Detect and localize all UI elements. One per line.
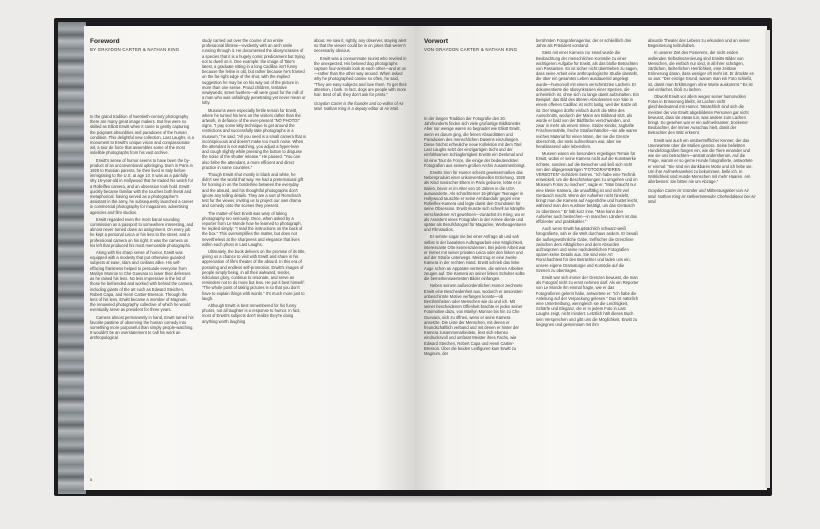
photo-edge-strip — [58, 22, 86, 494]
paragraph: Obwohl Erwitt vor allem wegen seiner humorvollen Fotos in Erinnerung bleibt, ist Lachen nicht gleichbedeutend mit Humor. Tatsächlich sind sich die meisten der von Erwitt abgebildeten Personen gar nicht bewusst, dass sie etwas tun, was andere zum Lachen bringt. So gesehen war er ein aufmerksamer, trockener Beobachter, der immer Ausschau hielt, damit der Betrachter den Witz erkennt. — [648, 94, 749, 136]
right-column-1 — [424, 116, 527, 358]
paragraph: Although Erwitt is best remembered for his funny photos, not all laughter is a response to humor. In fact, most of Erwitt's subjects don't realize they're doing anything worth laughing — [202, 302, 301, 324]
page-number: 8 — [90, 477, 93, 482]
paragraph: Museen waren ein besonders ergiebiges Terrain für Erwitt, wobei er seine Kamera nicht auf die Kunstwerke richtete, sondern auf die Besucher und ließ sich nicht von den allgegenwärtigen "FOTOGRAFIEREN VERBOTEN"-Schildern beirren. "Ich habe eine Technik entwickelt, um die Beschränkungen zu umgehen und im Museum Fotos zu machen", sagte er. "Man braucht nur eine kleine Kamera, die unauffällig ist und nicht viel Geräusch macht. Wenn der Aufseher nicht hinsieht, bringt man die Kamera auf Augenhöhe und hustet leicht, während man den Auslöser betätigt, um das Geräusch zu übertönen." Er hält kurz inne. "Man kann den Aufseher auch bestechen—in manchen Ländern ist das effizienter und praktikabler." — [536, 151, 639, 224]
left-page-title: Foreword — [90, 38, 120, 45]
paragraph: Camera almost permanently in hand, Erwitt turned his favorite pastime of observing the human comedy into something more purposeful than simply people-watching. It wouldn't be an overstatement to call his work an anthropological — [90, 314, 194, 341]
paragraph: study carried out over the course of an entire professional lifetime—evidently with an arch smile running through it. He documented the idiosyncrasies of a species that it is a hugely comic predicament but trying not to dwell on it. One example: the image of Tate's latest, a graduate sitting in a long Cadillac isn't funny because the feline is old, but rather because he's framed on the far-right edge of the shot, with the implied suggestion he may be on his way out of the picture in more than one sense. Proud children, tentative newlyweds, street hustlers—all were good for the mill of a man who was unfailingly penetrating yet never mean or lofty. — [202, 38, 306, 106]
paragraph: Auch wenn Erwitt hauptsächlich schwarz-weiß fotografierte, sah er die Welt durchaus anders. Er besaß die außergewöhnliche Gabe, treffsicher die Grenzlinie zwischen dem Alltäglichen und dem Absurden aufzuspüren und seine nachdenklichen Fotografien sparen keine Details aus. Sie sind eine Art Rorschachtest für den Betrachter und laden uns ein, unsere eigene Dramaturgie und Komödie auf die Szenen zu übertragen. — [536, 226, 638, 273]
paragraph: Erwitt's sense of humor seems to have been the by-product of an unconventional upbringing. Born in Paris in 1928 to Russian parents, he then lived in Italy before immigrating to the U.S. at age 10. It was as a painfully shy 16-year-old in Hollywood that he traded his watch for a Rolleiflex camera, and an obsession took hold. Erwitt quickly became familiar with the touches both literal and metaphorical: having served as a photographer's assistant in the army, he subsequently launched a career in commercial photography for magazines, advertising agencies and film studios. — [90, 157, 194, 215]
paragraph: In the grand tradition of twentieth-century photography there are many great image makers. But few were so skilled as Elliott Erwitt when it came to gently capturing the poignant absurdities and paradoxes of the human condition. This delightful new collection, Last Laughs, is a monument to Erwitt's unique vision and compassionate wit, a tour de force that assembles some of the most indelible photographs from his vast archive. — [90, 114, 194, 156]
right-page-byline: VON GRAYDON CARTER & NATHAN KING — [424, 47, 518, 52]
left-column-3 — [314, 38, 410, 114]
paragraph: Erwitt regarded even the most banal sounding commission as a passport to somewhere interesting, and almost never turned down an assignment. On every job he kept a personal Leica or his lens to the street, and a professional camera on his right. It was the camera on his left that produced his most memorable photographs. — [90, 216, 194, 248]
paragraph: Museums were especially fertile terrain for Erwitt, where he turned his lens on the visitors rather than the artwork, in defiance of the ever-present "NO PHOTO!" signs. "I pay some kitty technique to get around the restrictions and successfully take photographs in a museum," he said. "All you need is a small camera that is inconspicuous and doesn't make too much noise. When the attendant is not watching, you adjust a hyper-lean and cough slightly while pressing the button to disguise the noise of the shutter release." He paused. "You can also bribe the attendant, a more efficient and direct practice in some countries." — [202, 107, 306, 170]
right-column-3 — [648, 38, 756, 206]
paragraph: berühmten Fotografenagentur, der er schließlich drei Jahre als Präsident vorstand. — [536, 38, 632, 49]
paragraph: Ultimately, the book delivers on the promise of its title, giving us a chance to visit with Erwitt and share in his appreciation of life's theater of the absurd. In this era of posturing and endless self-promotion, Erwitt's images of people simply being, in all their awkward, tender, ridiculous glory, continue to resonate, and serve as reminders not to do more but less. He put it best himself: "The whole point of taking pictures is so that you don't have to explain things with words." It's much more just to laugh. — [202, 248, 306, 301]
author-note: Graydon Carter ist Gründer und Mitherausgeber von Air Mail. Nathan King ist stellvertretender Chefredakteur bei Air Mail. — [648, 188, 756, 204]
left-page-byline: BY GRAYDON CARTER & NATHAN KING — [90, 47, 180, 52]
paragraph: Though Erwitt shot mostly in black and white, he didn't see the world that way. He had a preternatural gift for homing in on the borderline between the everyday and the absurd, and his thoughtful photographs don't ignore any telling details. They are a sort of Rorschach test for the viewer, inviting us to project our own drama and comedy onto the scenes they present. — [202, 172, 304, 209]
paragraph: Stets mit einer Kamera zur Hand wurde die Beobachtung der menschlichen Komödie zu einer wichtigeren Aufgabe für Erwitt, als das bloße Betrachten von Passanten. Es ist sicher nicht übertrieben zu sagen, dass seine Arbeit eine anthropologische Studie darstellt, die über ein gesamtes Leben ausdauernd angelegt wurde—humorvoll mit einem verschmitzten Lächeln. Er dokumentierte die Idiosynkrasien einer Spezies, die unheimlich ist, ohne sich zu lange damit aufzuhalten. Ein Beispiel: das Bild des älteren Absolventen von Yale in einem offenen Cadillac ist nicht lustig, weil der Katze alt ist. Der Wagen dürfte einfach durch die Mitte des Ausschnitts, wodurch der Mann am Bildrand sitzt, als würde er bald von der Bildfläche verschwinden, und zwar in mehr als einem Sinne. Stolze Kinder, zaghafte Frischvermählte, freche Straßenhändler—sie alle waren reiches Material für einen Mann, der nie die Grenze überschritt, der stets aufmerksam war, aber nie herablassend oder lebensfern. — [536, 50, 639, 150]
paragraph: Erwitt war sich immer der Grenzen bewusst, die man als Fotograf nicht zu ernst nehmen darf. Als ein Reporter von Le Monde ihn einmal fragte, wie er das Fotografieren gelernt habe, antwortete er: "Ich habe die Anleitung auf der Verpackung gelesen." Das ist natürlich eine Untertreibung, wenngleich sie die Leichtigkeit, Schärfe und Eleganz, die er in jedem Foto in Last Laughs zeigt, nicht mindert. Letztlich hält dieses Buch sein Versprechen und gibt uns die Möglichkeit, Erwitt zu begegnen und gemeinsam mit ihm — [536, 274, 639, 327]
paragraph: The matter-of-fact Erwitt was wary of taking photography too seriously. Once, when asked by a reporter from Le Monde how he learned to photograph, he replied simply: "I read the instructions on the back of the box." This oversimplifies the matter, but does not nevertheless at the sharpness and elegance that lives within each photo in Last Laughs. — [202, 210, 303, 247]
page-edges — [765, 30, 770, 488]
paragraph: Erwitt was a consummate tourist who reveled in the unexpected. His beloved dog photographs capture four-animals look at each other—and at us—rather than the other way around. When asked why he photographed canine so often, he said, "They are easy subjects and love them. To get their attention, I bark. In fact, dogs are people with more hair. Best of all, they don't ask for prints." — [314, 55, 407, 98]
paragraph: Along with his sharp sense of humor, Erwitt was equipped with a modesty that put otherwise guarded subjects at ease, stars and civilians alike. His self-effacing frankness helped to persuade everyone from Marilyn Monroe to Che Guevara to lower their defenses as he raised his lens. No less impressive is the list of those he befriended and worked with behind the camera, including giants of the art such as Edward Steichen, Robert Capa, and Henri Cartier-Bresson. Through the lens of his lens, Erwitt became a member of Magnum, the renowned photography collective of which he would eventually serve as president for three years. — [90, 250, 194, 313]
author-note: Graydon Carter is the founder and co-editor of Air Mail. Nathan King is a deputy editor at Air Mail. — [314, 101, 404, 112]
paragraph: In unserer Zeit des Posierens, der nicht enden wollenden Selbstinszenierung sind Erwitts Bilder von Menschen, die einfach nur sind, in all ihrer schrägen, zärtlichen, lächerlichen Herrlichkeit, eine zeitlose Erinnerung daran, dass weniger oft mehr ist. Er drückte es so aus: "Der einzige Grund, warum man ein Foto schießt, ist, damit man Erklärungen ohne Worte auskommt." Es ist viel einfacher, bloß zu lachen. — [648, 50, 754, 92]
left-column-2 — [202, 38, 306, 326]
left-column-1 — [90, 114, 194, 343]
right-column-2 — [536, 38, 639, 329]
right-page-title: Vorwort — [424, 38, 449, 45]
paragraph: Neben seinem außerordentlichen Humor zeichnete Erwitt eine Bescheidenheit aus, wodurch er ansonsten unbeschirmte Motive verfangen konnte—ob Berühmtheiten oder Menschen wie du und ich. Mit seiner bescheidenen Offenheit brachte er jeden seiner Fotomotive dazu, von Marilyn Monroe bis hin zu Che Guevara, sich zu öffnen, wenn er seine Kamera ansetzte. Die Liste der Menschen, mit denen er freundschaftlich verband und mit denen er hinter der Kamera zusammenarbeitete, liest sich ebenso eindrucksvoll und umfasst Meister ihres Fachs, wie Edward Steichen, Robert Capa und Henri Cartier-Bresson. Über die beiden Leitfiguren kam Erwitt zu Magnum, der — [424, 283, 523, 356]
paragraph: Erwitt war auch ein unübertrefflicher Kenner, der das Unerwartete über die Maßen genoss. Seine beliebten Hundefotografien fangen ein, wie die Tiere einander und wie sie uns betrachten—anstatt andersherum. Auf die Frage, warum er so gerne Hunde fotografierte, antwortete er einmal: "Sie sind ein dankbares Motiv und ich liebe sie. Um ihre Aufmerksamkeit zu bekommen, belle ich. In Wirklichkeit sind Hunde Menschen mit mehr Haaren. Am allerbesten: Sie bitten nie um Abzüge." — [648, 137, 753, 185]
paragraph: Er sehnte sogar nie bei einer Anfrage ab und sah selbst in der banalsten Auftragsarbeit eine Möglichkeit, interessante Orte kennenzulernen. Bei jedem Arbeit war er immer mit seiner privaten Leica oder den linken und auf der Straße unterwegs. Meist trug er eine zweite Kamera in der rechten Hand. Erwitt schrieb das linke Auge schon an Apparate vertreten, die seinen Arbeiten zeugen auf. Die Kamera an seiner linken Schulter sollte die bemerkenswertesten Bilder einfangen. — [424, 234, 526, 282]
paragraph: absurde Theater des Lebens zu erkunden und an seiner Begeisterung teilzuhaben. — [648, 38, 750, 49]
paragraph: Erwitts Sinn für Humor scheint gewissermaßen das Nebenprodukt einer unkonventionellen Erziehung. 1928 als Kind russischer Eltern in Paris geboren, lebte er in Italien, bevor er im Alter von 10 Jahren in die USA auswanderte. Als schüchterner 16-jähriger Teenager in Hollywood tauschte er seine Armbanduhr gegen eine Rolleiflex-Kamera und legte damit den Grundstein für seine Obsession. Erwitt musste sich schnell an kämpfte verschiedener Art gewöhnen—zunächst im Krieg, wo er als Assistent eines Fotografen in der Armee diente und später als Berufsfotograf für Magazine, Werbeagenturen und Filmstudios. — [424, 170, 527, 233]
paragraph: In der langen Tradition der Fotografie des 20. Jahrhunderts finden sich viele großartige Bildkünstler. Aber nur wenige waren so begnadet wie Elliott Erwitt, wenn es darum ging, die feinen Absurditäten und Paradoxien des menschlichen Daseins einzufangen. Diese höchst erfreuliche neue Kollektion mit dem Titel Last Laughs setzt der einzigartigen Sicht und der einfühlsamen Schlagfertigkeit Erwitts ein Denkmal und ist eine Tour de Force, die einige der bedeutendsten Fotografien aus seinem großen Archiv zusammenbringt. — [424, 116, 526, 168]
paragraph: about. He saw it, rightly, any observer, staying alert so that the viewer could be in on jokes that weren't necessarily obvious. — [314, 38, 407, 54]
